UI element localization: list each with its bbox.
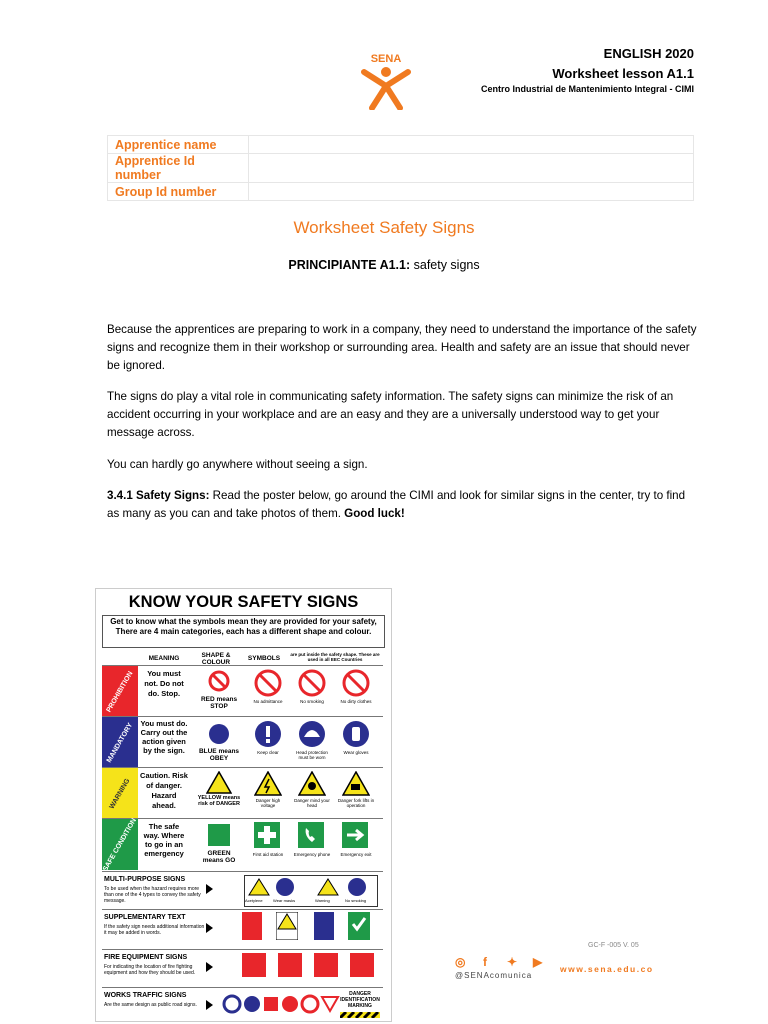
prohibition-band [102,666,138,717]
youtube-icon[interactable]: ▶ [533,955,543,969]
no-smoking-icon [298,669,326,697]
symbol-label: Wear gloves [343,750,369,755]
fork-lift-icon [342,771,370,796]
keep-clear-icon [254,720,282,748]
shape-text: RED means STOP [200,696,238,710]
group-id-field[interactable] [249,183,694,201]
mind-head-icon [298,771,326,796]
mandatory-band [102,717,138,768]
first-aid-icon [254,822,280,848]
section-text: To be used when the hazard requires more than one of the 4 types to convey the safety message. [104,886,201,904]
fire-hose-icon [314,912,334,940]
warning-triangle-icon [248,878,270,896]
arrow-right-icon [206,923,213,933]
symbol-label: No dirty clothes [340,699,372,704]
section-title: SUPPLEMENTARY TEXT [104,914,186,921]
social-handle: @SENAcomunica [455,971,533,980]
col-meaning: MEANING [148,655,180,662]
prohibition-row [102,665,383,717]
flammable-icon [317,878,339,896]
symbol-label: Danger high voltage [255,798,281,808]
sign-label: No smoking [345,898,367,903]
good-luck-text: Good luck! [344,507,405,520]
section-title: WORKS TRAFFIC SIGNS [104,992,187,999]
meaning-text: The safe way. Where to go in an emergency [143,822,185,858]
multi-purpose-signs-box [244,875,378,907]
band-label: SAFE CONDITION [101,816,139,873]
symbol-label: Danger mind your head [294,798,330,808]
paragraph-role: The signs do play a vital role in communicating safety information. The safety signs can minimize the risk of an accident occurring in your workplace and are an easy and they are a universally understood way to get your message across. [107,390,674,439]
meaning-text: You must not. Do not do. Stop. [144,669,184,698]
instruction-text: Read the poster below, go around the CIMI and look for similar signs in the center, try to find as many as you can and take photos of them. [107,489,686,520]
col-symbols: SYMBOLS [247,655,281,662]
head-protection-icon [298,720,326,748]
paragraph-intro: Because the apprentices are preparing to work in a company, they need to understand the importance of the safety signs and recognize them in their workshop or surrounding area. Health and safety are an issue that should never be ignored. [107,323,697,372]
field-row [108,154,694,183]
works-traffic-section [102,987,383,1022]
meaning-text: Caution. Risk of danger. Hazard ahead. [140,771,188,810]
symbol-label: Danger fork lifts in operation [337,798,375,808]
field-row [108,136,694,154]
group-id-label: Group Id number [108,183,249,201]
arrow-right-icon [206,1000,213,1010]
symbol-label: Emergency exit [340,852,372,857]
meaning-text: You must do. Carry out the action given by the sign. [140,719,188,755]
fire-alarm-call-point-icon [242,953,266,977]
symbol-label: Emergency phone [293,852,331,857]
sena-logo [358,50,414,110]
shape-text: BLUE means OBEY [198,748,240,762]
twitter-icon[interactable]: ✦ [507,955,518,969]
hazard-stripe-icon [340,1012,380,1018]
apprentice-id-field[interactable] [249,154,694,183]
fire-hose-reel-icon [278,953,302,977]
section-title: FIRE EQUIPMENT SIGNS [104,954,188,961]
shape-text: GREEN means GO [202,850,236,864]
subtitle-level: PRINCIPIANTE A1.1: [288,258,411,272]
paragraph-anywhere: You can hardly go anywhere without seeing a sign. [107,458,368,471]
arrow-right-icon [206,884,213,894]
warning-row [102,767,383,819]
symbol-label: Head protection must be worn [296,750,328,760]
section-text: Are the same design as public road signs. [104,1002,197,1008]
red-circle-icon [208,670,230,692]
traffic-signs-icons [222,994,342,1014]
mandatory-row [102,716,383,768]
center-name: Centro Industrial de Mantenimiento Integral - CIMI [480,84,694,94]
col-shape: SHAPE & COLOUR [201,652,231,666]
instruction-heading: 3.4.1 Safety Signs: [107,489,210,502]
danger-identification-text: DANGER IDENTIFICATION MARKING [340,991,380,1009]
symbol-label: Keep clear [257,750,279,755]
section-text: For indicating the location of fire fighting equipment and how they should be used. [104,964,196,976]
website-link[interactable]: www.sena.edu.co [560,964,654,974]
danger-flammable-icon [276,912,298,940]
band-label: MANDATORY [105,721,135,764]
info-icon [347,877,367,897]
emergency-phone-icon [298,822,324,848]
no-admittance-icon [254,669,282,697]
blue-circle-icon [208,723,230,745]
worksheet-lesson: Worksheet lesson A1.1 [552,66,694,81]
apprentice-name-field[interactable] [249,136,694,154]
shape-text: YELLOW means risk of DANGER [197,795,241,807]
no-dirty-clothes-icon [342,669,370,697]
yellow-triangle-icon [206,771,232,794]
fire-equipment-section [102,949,383,986]
band-label: WARNING [108,777,132,810]
green-square-icon [208,824,230,846]
section-text: If the safety sign needs additional information it may be added in words. [104,924,205,936]
course-title: ENGLISH 2020 [603,46,694,61]
safety-signs-poster [95,588,392,1022]
sena-logo-text: SENA [370,53,402,65]
section-title: MULTI-PURPOSE SIGNS [104,876,186,883]
band-label: PROHIBITION [105,669,135,714]
document-code: GC-F -005 V. 05 [588,942,639,949]
fire-alarm-icon [242,912,262,940]
wear-gloves-icon [342,720,370,748]
apprentice-name-label: Apprentice name [108,136,249,154]
facebook-icon[interactable]: f [483,955,487,969]
apprentice-id-label: Apprentice Id number [108,154,249,183]
worksheet-subtitle [0,258,768,272]
subtitle-topic: safety signs [410,258,480,272]
mask-icon [275,877,295,897]
field-row [108,183,694,201]
poster-title: KNOW YOUR SAFETY SIGNS [128,593,359,611]
arrow-right-icon [206,962,213,972]
col-note: are put inside the safety shape. These are used in all EEC Countries [290,652,380,662]
emergency-exit-icon [342,822,368,848]
sign-label: Acetylene [245,898,263,903]
high-voltage-icon [254,771,282,796]
instagram-icon[interactable]: ◎ [455,955,466,969]
safe-condition-band [101,816,139,873]
symbol-label: First aid station [252,852,284,857]
symbol-label: No smoking [300,699,324,704]
multi-purpose-section [102,871,383,908]
warning-band [102,768,138,819]
supplementary-section [102,909,383,948]
electrical-gloves-icon [348,912,370,940]
apprentice-info-table [107,135,694,201]
safe-condition-row [101,816,383,873]
poster-intro: Get to know what the symbols mean they are provided for your safety, There are 4 main categories, each has a different shape and colour. [102,615,385,648]
fire-extinguisher-icon [314,953,338,977]
worksheet-title: Worksheet Safety Signs [293,218,475,237]
sign-label: Warning [315,898,330,903]
fire-phone-icon [350,953,374,977]
symbol-label: No admittance [253,699,283,704]
sign-label: Wear masks [273,898,296,903]
paragraph-instructions [107,487,697,523]
